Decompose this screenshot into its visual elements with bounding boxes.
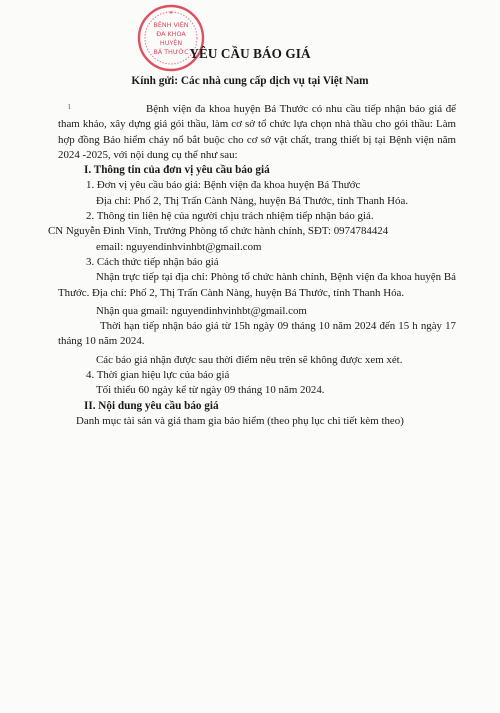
page-title: YÊU CẦU BÁO GIÁ (189, 46, 311, 61)
document-body (48, 102, 456, 429)
item-2-email: email: nguyendinhvinhbt@gmail.com (96, 240, 262, 253)
item-2: 2. Thông tin liên hệ của người chịu trách nhiệm tiếp nhận báo giá. (86, 210, 374, 223)
intro-paragraph: Bệnh viện đa khoa huyện Bá Thước có nhu cầu tiếp nhận báo giá để tham khảo, xây dựng giá gói thầu, làm cơ sở tổ chức lựa chọn nhà thầu cho gói thầu: Làm hợp đồng Bảo hiểm cháy nổ bắt buộc cho cơ sở vật chất, trang thiết bị tại Bệnh viện năm 2024 -2025, với nội dung cụ thể như sau: (58, 103, 456, 161)
seal-line-3: HUYỆN (159, 39, 183, 47)
item-3-deadline: Thời hạn tiếp nhận báo giá từ 15h ngày 09 tháng 10 năm 2024 đến 15 h ngày 17 tháng 10 năm 2024. (58, 320, 456, 348)
seal-line-4: BÁ THƯỚC (153, 48, 189, 56)
item-2-contact: CN Nguyễn Đình Vinh, Trưởng Phòng tổ chức hành chính, SĐT: 0974784424 (48, 225, 389, 238)
item-3-note: Các báo giá nhận được sau thời điểm nêu trên sẽ không được xem xét. (96, 353, 403, 366)
item-4: 4. Thời gian hiệu lực của báo giá (86, 369, 230, 382)
section-2-heading: II. Nội dung yêu cầu báo giá (84, 399, 219, 412)
section-2-detail: Danh mục tài sản và giá tham gia bảo hiểm (theo phụ lục chi tiết kèm theo) (76, 414, 404, 427)
section-1-heading: I. Thông tin của đơn vị yêu cầu báo giá (84, 164, 270, 177)
item-4-detail: Tối thiểu 60 ngày kể từ ngày 09 tháng 10 năm 2024. (96, 384, 325, 397)
item-1: 1. Đơn vị yêu cầu báo giá: Bệnh viện đa khoa huyện Bá Thước (86, 179, 361, 192)
item-3-direct: Nhận trực tiếp tại địa chỉ: Phòng tổ chức hành chính, Bệnh viện đa khoa huyện Bá Thước. Địa chỉ: Phố 2, Thị Trấn Cành Nàng, huyện Bá Thước, tỉnh Thanh Hóa. (58, 271, 456, 299)
addressee: Kính gửi: Các nhà cung cấp dịch vụ tại Việt Nam (131, 75, 369, 87)
item-1-address: Địa chỉ: Phố 2, Thị Trấn Cành Nàng, huyện Bá Thước, tỉnh Thanh Hóa. (96, 194, 409, 207)
svg-text:★: ★ (168, 11, 174, 16)
seal-line-1: BỆNH VIỆN (153, 21, 189, 29)
item-3-email: Nhận qua gmail: nguyendinhvinhbt@gmail.com (96, 304, 307, 317)
seal-line-2: ĐA KHOA (156, 30, 186, 38)
margin-mark: ι (68, 101, 71, 112)
item-3: 3. Cách thức tiếp nhận báo giá (86, 255, 219, 268)
